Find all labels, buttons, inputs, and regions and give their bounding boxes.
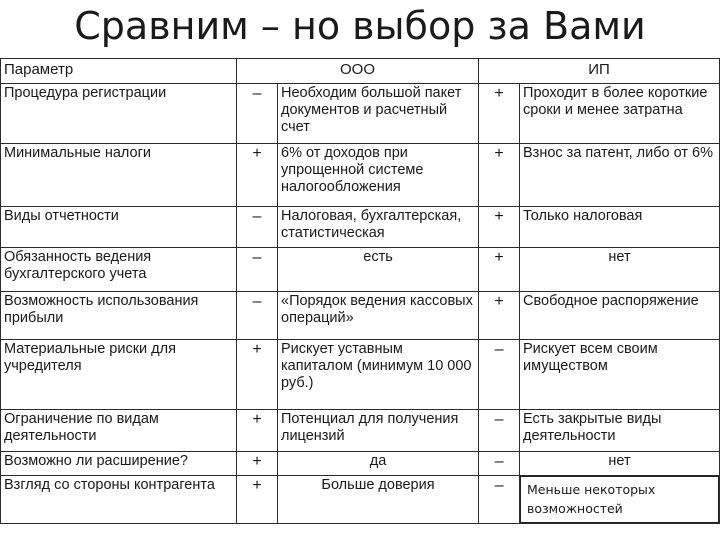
table-row: [1, 144, 720, 207]
ooo-sign: –: [237, 207, 278, 248]
ip-sign: +: [479, 207, 520, 248]
header-ip: ИП: [479, 59, 720, 84]
table-row: [1, 84, 720, 144]
param-cell: Минимальные налоги: [1, 144, 237, 207]
ooo-cell: Рискует уставным капиталом (минимум 10 000 руб.): [278, 340, 479, 410]
param-cell: Обязанность ведения бухгалтерского учета: [1, 248, 237, 292]
ip-cell: Свободное распоряжение: [520, 292, 720, 340]
table-row: [1, 410, 720, 452]
ooo-sign: +: [237, 144, 278, 207]
ip-cell: нет: [520, 248, 720, 292]
ooo-sign: –: [237, 292, 278, 340]
comparison-table-container: [0, 58, 720, 540]
table-row: [1, 207, 720, 248]
param-cell: Возможность использования прибыли: [1, 292, 237, 340]
table-row: [1, 292, 720, 340]
header-ooo: ООО: [237, 59, 479, 84]
ip-sign: –: [479, 410, 520, 452]
ip-sign: +: [479, 292, 520, 340]
ooo-cell: Необходим большой пакет документов и расчетный счет: [278, 84, 479, 144]
ooo-sign: +: [237, 452, 278, 476]
ooo-cell: Налоговая, бухгалтерская, статистическая: [278, 207, 479, 248]
ooo-cell: есть: [278, 248, 479, 292]
ip-cell: Взнос за патент, либо от 6%: [520, 144, 720, 207]
param-cell: Материальные риски для учредителя: [1, 340, 237, 410]
ip-cell: Есть закрытые виды деятельности: [520, 410, 720, 452]
comparison-table: [0, 58, 720, 524]
ip-note-box: Меньше некоторых возможностей: [520, 476, 719, 523]
param-cell: Взгляд со стороны контрагента: [1, 476, 237, 524]
ip-sign: –: [479, 452, 520, 476]
ooo-sign: +: [237, 410, 278, 452]
table-row: [1, 476, 720, 524]
ip-sign: +: [479, 144, 520, 207]
ooo-cell: да: [278, 452, 479, 476]
ooo-cell: Потенциал для получения лицензий: [278, 410, 479, 452]
ip-sign: +: [479, 248, 520, 292]
table-row: [1, 452, 720, 476]
table-row: [1, 248, 720, 292]
ooo-sign: –: [237, 84, 278, 144]
param-cell: Возможно ли расширение?: [1, 452, 237, 476]
ip-cell: Рискует всем своим имуществом: [520, 340, 720, 410]
ooo-sign: +: [237, 340, 278, 410]
ip-note-cell: [520, 476, 720, 524]
table-header-row: [1, 59, 720, 84]
ip-cell: Проходит в более короткие сроки и менее затратна: [520, 84, 720, 144]
param-cell: Ограничение по видам деятельности: [1, 410, 237, 452]
ooo-cell: «Порядок ведения кассовых операций»: [278, 292, 479, 340]
ooo-sign: –: [237, 248, 278, 292]
ooo-sign: +: [237, 476, 278, 524]
ip-sign: –: [479, 476, 520, 524]
param-cell: Процедура регистрации: [1, 84, 237, 144]
slide-title: Сравним – но выбор за Вами: [74, 4, 646, 48]
ip-cell: нет: [520, 452, 720, 476]
param-cell: Виды отчетности: [1, 207, 237, 248]
ip-cell: Только налоговая: [520, 207, 720, 248]
ooo-cell: Больше доверия: [278, 476, 479, 524]
ooo-cell: 6% от доходов при упрощенной системе налогообложения: [278, 144, 479, 207]
table-row: [1, 340, 720, 410]
header-param: Параметр: [1, 59, 237, 84]
ip-sign: –: [479, 340, 520, 410]
ip-sign: +: [479, 84, 520, 144]
